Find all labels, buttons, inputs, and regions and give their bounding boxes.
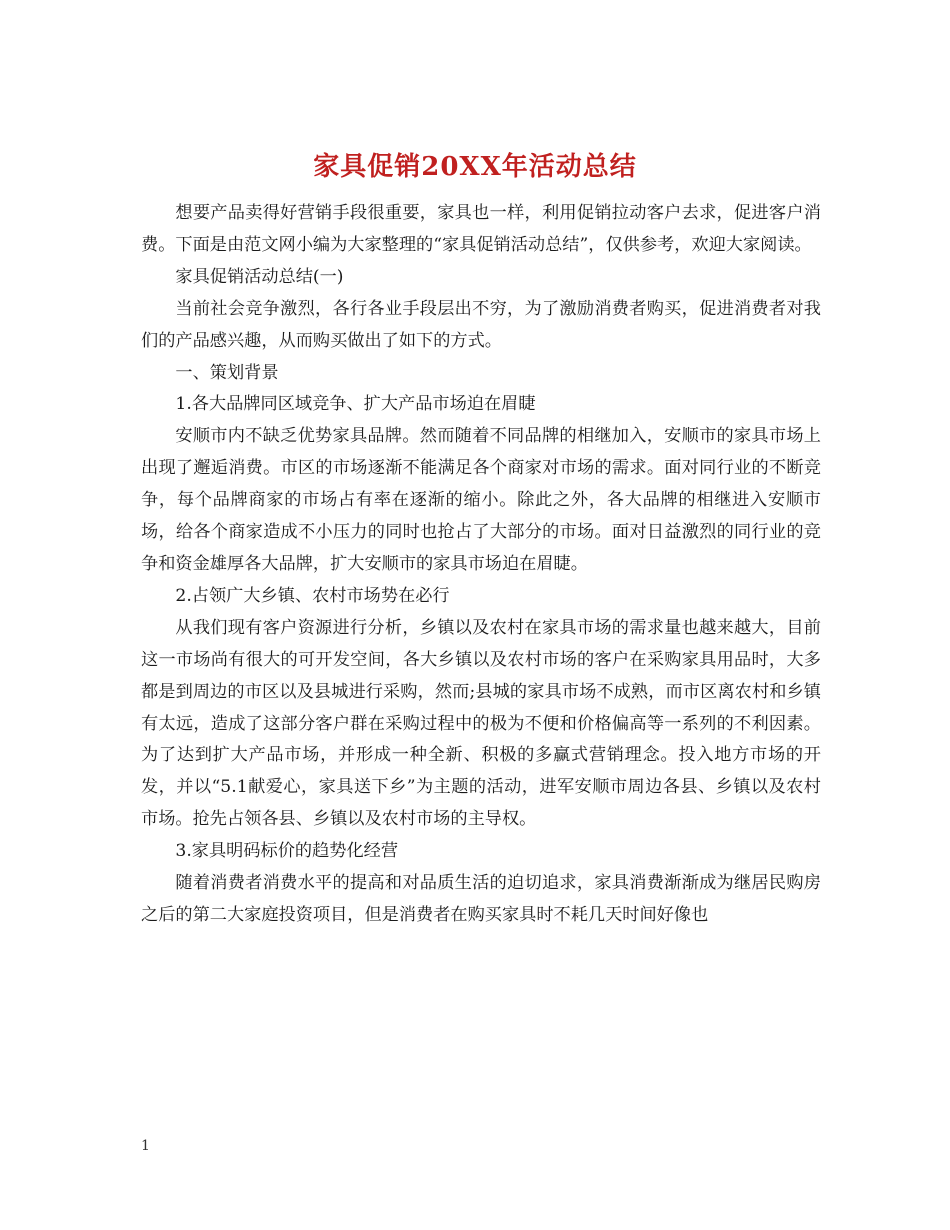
document-body <box>141 198 821 932</box>
subsection-heading: 3.家具明码标价的趋势化经营 <box>175 841 399 862</box>
paragraph-intro: 想要产品卖得好营销手段很重要，家具也一样，利用促销拉动客户去求，促进客户消费。下面是由范文网小编为大家整理的“家具促销活动总结”，仅供参考，欢迎大家阅读。 <box>141 203 821 255</box>
page-number: 1 <box>141 1138 150 1154</box>
paragraph: 当前社会竞争激烈，各行各业手段层出不穷，为了激励消费者购买，促进消费者对我们的产品感兴趣，从而购买做出了如下的方式。 <box>141 298 821 351</box>
document-title: 家具促销20XX年活动总结 <box>313 152 637 183</box>
section-heading: 一、策划背景 <box>175 362 279 383</box>
paragraph: 随着消费者消费水平的提高和对品质生活的迫切追求，家具消费渐渐成为继居民购房之后的第二大家庭投资项目，但是消费者在购买家具时不耗几天时间好像也 <box>141 873 821 925</box>
subsection-heading: 2.占领广大乡镇、农村市场势在必行 <box>175 585 450 606</box>
subsection-heading: 1.各大品牌同区域竞争、扩大产品市场迫在眉睫 <box>175 394 536 415</box>
paragraph: 从我们现有客户资源进行分析，乡镇以及农村在家具市场的需求量也越来越大，目前这一市场尚有很大的可开发空间，各大乡镇以及农村市场的客户在采购家具用品时，大多都是到周边的市区以及县城进行采购，然而;县城的家具市场不成熟，而市区离农村和乡镇有太远，造成了这部分客户群在采购过程中的极为不便和价格偏高等一系列的不利因素。为了达到扩大产品市场，并形成一种全新、积极的多赢式营销理念。投入地方市场的开发，并以“5.1献爱心，家具送下乡”为主题的活动，进军安顺市周边各县、乡镇以及农村市场。抢先占领各县、乡镇以及农村市场的主导权。 <box>141 617 821 830</box>
section-heading: 家具促销活动总结(一) <box>175 266 344 287</box>
paragraph: 安顺市内不缺乏优势家具品牌。然而随着不同品牌的相继加入，安顺市的家具市场上出现了邂逅消费。市区的市场逐渐不能满足各个商家对市场的需求。面对同行业的不断竞争，每个品牌商家的市场占有率在逐渐的缩小。除此之外，各大品牌的相继进入安顺市场，给各个商家造成不小压力的同时也抢占了大部分的市场。面对日益激烈的同行业的竞争和资金雄厚各大品牌，扩大安顺市的家具市场迫在眉睫。 <box>141 426 821 574</box>
